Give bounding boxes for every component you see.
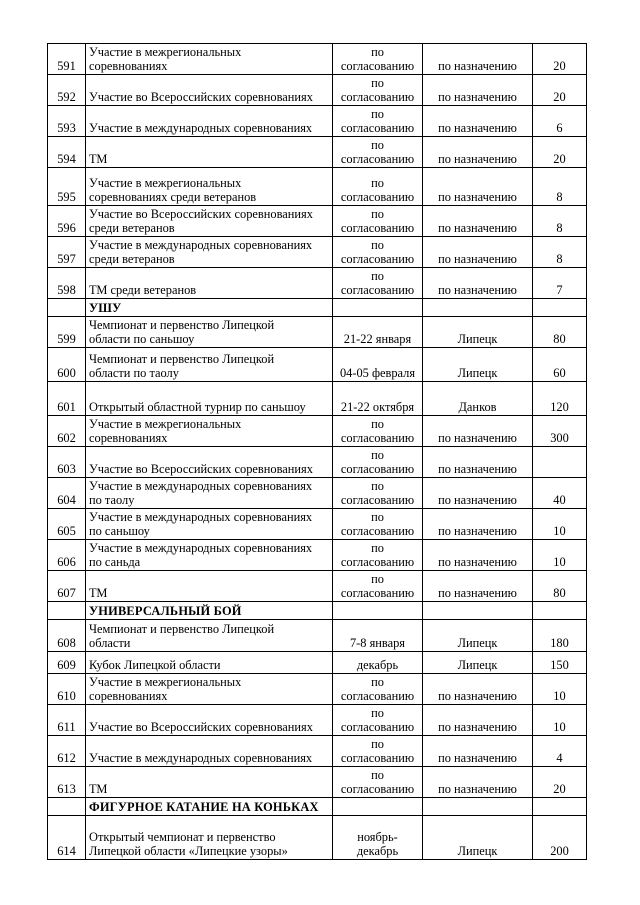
table-row <box>48 705 587 736</box>
table-row <box>48 168 587 206</box>
row-number: 598 <box>48 268 86 299</box>
event-name-line: Открытый чемпионат и первенство <box>89 830 276 844</box>
event-name-cell <box>86 540 333 571</box>
section-title: ФИГУРНОЕ КАТАНИЕ НА КОНЬКАХ <box>86 798 333 816</box>
event-place-cell: Липецк <box>423 348 533 382</box>
section-num-cell <box>48 798 86 816</box>
table-row <box>48 206 587 237</box>
event-place-cell: по назначению <box>423 540 533 571</box>
event-date-line: по <box>371 541 384 555</box>
event-name-line: Участие в международных соревнованиях <box>89 121 313 135</box>
table-row <box>48 44 587 75</box>
event-place-cell: по назначению <box>423 767 533 798</box>
participants-count-cell <box>533 447 587 478</box>
table-row <box>48 478 587 509</box>
event-date-line: по <box>371 45 384 59</box>
event-name-line: Участие во Всероссийских соревнованиях <box>89 462 313 476</box>
event-date-cell <box>333 206 423 237</box>
event-place-cell: по назначению <box>423 237 533 268</box>
event-date-line: декабрь <box>356 658 399 672</box>
participants-count-cell: 20 <box>533 44 587 75</box>
schedule-table <box>47 43 587 860</box>
event-date-line: по <box>371 238 384 252</box>
table-row <box>48 652 587 674</box>
event-name-cell <box>86 736 333 767</box>
event-name-line: Участие в международных соревнованиях <box>89 541 313 555</box>
event-place-cell: Липецк <box>423 816 533 860</box>
event-date-cell <box>333 736 423 767</box>
event-date-line: 21-22 октября <box>340 400 415 414</box>
event-place-cell: по назначению <box>423 168 533 206</box>
event-date-line: по <box>371 572 384 586</box>
event-date-line: согласованию <box>340 121 415 135</box>
event-place-cell: по назначению <box>423 416 533 447</box>
event-place-cell: по назначению <box>423 674 533 705</box>
event-date-cell <box>333 348 423 382</box>
table-row <box>48 540 587 571</box>
event-name-line: соревнованиях <box>89 59 168 73</box>
event-date-line: согласованию <box>340 751 415 765</box>
event-name-cell <box>86 674 333 705</box>
participants-count-cell: 20 <box>533 767 587 798</box>
table-row <box>48 416 587 447</box>
table-row <box>48 348 587 382</box>
participants-count-cell: 20 <box>533 75 587 106</box>
event-date-line: согласованию <box>340 586 415 600</box>
row-number: 595 <box>48 168 86 206</box>
event-name-cell <box>86 767 333 798</box>
section-title: УНИВЕРСАЛЬНЫЙ БОЙ <box>86 602 333 620</box>
event-date-line: по <box>371 417 384 431</box>
event-date-line: согласованию <box>340 283 415 297</box>
participants-count-cell: 180 <box>533 620 587 652</box>
participants-count-cell: 6 <box>533 106 587 137</box>
event-date-cell <box>333 509 423 540</box>
section-empty-cell <box>533 602 587 620</box>
event-date-line: декабрь <box>356 844 399 858</box>
event-place-cell: по назначению <box>423 206 533 237</box>
event-date-cell <box>333 571 423 602</box>
event-name-line: Липецкой области «Липецкие узоры» <box>89 844 288 858</box>
event-name-line: по саньшоу <box>89 524 150 538</box>
table-row <box>48 106 587 137</box>
event-date-cell <box>333 416 423 447</box>
row-number: 612 <box>48 736 86 767</box>
event-name-line: Участие в международных соревнованиях <box>89 510 313 524</box>
table-row <box>48 571 587 602</box>
participants-count-cell: 8 <box>533 237 587 268</box>
participants-count-cell: 10 <box>533 705 587 736</box>
event-date-cell <box>333 652 423 674</box>
event-date-line: согласованию <box>340 782 415 796</box>
row-number: 604 <box>48 478 86 509</box>
row-number: 610 <box>48 674 86 705</box>
event-date-cell <box>333 382 423 416</box>
event-name-line: Участие в межрегиональных <box>89 675 242 689</box>
event-name-line: ТМ среди ветеранов <box>89 283 197 297</box>
event-date-line: согласованию <box>340 59 415 73</box>
event-name-line: Участие в международных соревнованиях <box>89 479 313 493</box>
event-name-cell <box>86 571 333 602</box>
event-name-line: ТМ <box>89 586 108 600</box>
event-date-cell <box>333 137 423 168</box>
event-place-cell: Липецк <box>423 317 533 348</box>
event-name-line: соревнованиях <box>89 431 168 445</box>
event-place-cell: по назначению <box>423 44 533 75</box>
event-name-cell <box>86 705 333 736</box>
event-name-line: Участие во Всероссийских соревнованиях <box>89 720 313 734</box>
row-number: 613 <box>48 767 86 798</box>
event-date-cell <box>333 620 423 652</box>
event-date-cell <box>333 674 423 705</box>
row-number: 611 <box>48 705 86 736</box>
row-number: 609 <box>48 652 86 674</box>
event-date-line: согласованию <box>340 555 415 569</box>
event-name-line: соревнованиях среди ветеранов <box>89 190 257 204</box>
event-name-cell <box>86 137 333 168</box>
row-number: 596 <box>48 206 86 237</box>
event-place-cell: по назначению <box>423 106 533 137</box>
event-date-line: по <box>371 269 384 283</box>
participants-count-cell: 8 <box>533 168 587 206</box>
event-name-line: Участие в межрегиональных <box>89 417 242 431</box>
participants-count-cell: 7 <box>533 268 587 299</box>
section-empty-cell <box>333 299 423 317</box>
table-row <box>48 509 587 540</box>
event-date-cell <box>333 478 423 509</box>
event-date-cell <box>333 447 423 478</box>
participants-count-cell: 80 <box>533 317 587 348</box>
event-date-line: по <box>371 479 384 493</box>
event-date-line: 21-22 января <box>343 332 412 346</box>
event-place-cell: по назначению <box>423 137 533 168</box>
table-row <box>48 620 587 652</box>
event-date-cell <box>333 237 423 268</box>
row-number: 603 <box>48 447 86 478</box>
event-name-line: Участие в межрегиональных <box>89 45 242 59</box>
section-empty-cell <box>423 602 533 620</box>
section-num-cell <box>48 299 86 317</box>
event-name-line: ТМ <box>89 782 108 796</box>
event-name-cell <box>86 816 333 860</box>
event-place-cell: по назначению <box>423 478 533 509</box>
section-header-row <box>48 602 587 620</box>
section-empty-cell <box>423 299 533 317</box>
table-row <box>48 268 587 299</box>
event-date-line: по <box>371 737 384 751</box>
event-date-line: согласованию <box>340 252 415 266</box>
participants-count-cell: 10 <box>533 509 587 540</box>
event-name-cell <box>86 237 333 268</box>
event-name-line: Чемпионат и первенство Липецкой <box>89 352 275 366</box>
section-empty-cell <box>533 299 587 317</box>
event-date-line: по <box>371 76 384 90</box>
event-date-cell <box>333 106 423 137</box>
event-name-line: по таолу <box>89 493 135 507</box>
row-number: 600 <box>48 348 86 382</box>
event-place-cell: по назначению <box>423 75 533 106</box>
event-name-line: по саньда <box>89 555 141 569</box>
row-number: 605 <box>48 509 86 540</box>
event-name-cell <box>86 106 333 137</box>
event-date-line: согласованию <box>340 431 415 445</box>
row-number: 591 <box>48 44 86 75</box>
event-date-line: согласованию <box>340 720 415 734</box>
table-row <box>48 736 587 767</box>
event-date-line: согласованию <box>340 90 415 104</box>
row-number: 593 <box>48 106 86 137</box>
event-name-cell <box>86 620 333 652</box>
event-name-cell <box>86 317 333 348</box>
participants-count-cell: 300 <box>533 416 587 447</box>
row-number: 602 <box>48 416 86 447</box>
event-name-line: Кубок Липецкой области <box>89 658 221 672</box>
event-name-line: области по таолу <box>89 366 179 380</box>
event-place-cell: по назначению <box>423 571 533 602</box>
row-number: 592 <box>48 75 86 106</box>
event-date-line: согласованию <box>340 689 415 703</box>
event-date-line: согласованию <box>340 190 415 204</box>
table-row <box>48 382 587 416</box>
participants-count-cell: 120 <box>533 382 587 416</box>
event-name-cell <box>86 447 333 478</box>
table-row <box>48 767 587 798</box>
event-date-line: 04-05 февраля <box>339 366 416 380</box>
event-name-cell <box>86 75 333 106</box>
event-date-line: согласованию <box>340 524 415 538</box>
event-date-line: 7-8 января <box>349 636 406 650</box>
section-num-cell <box>48 602 86 620</box>
event-place-cell: Липецк <box>423 652 533 674</box>
event-date-cell <box>333 168 423 206</box>
event-name-cell <box>86 168 333 206</box>
table-row <box>48 237 587 268</box>
event-date-line: по <box>371 510 384 524</box>
participants-count-cell: 10 <box>533 540 587 571</box>
table-row <box>48 317 587 348</box>
row-number: 614 <box>48 816 86 860</box>
event-date-line: согласованию <box>340 462 415 476</box>
event-date-cell <box>333 540 423 571</box>
event-date-cell <box>333 767 423 798</box>
event-place-cell: по назначению <box>423 705 533 736</box>
table-row <box>48 447 587 478</box>
event-date-line: согласованию <box>340 152 415 166</box>
table-row <box>48 75 587 106</box>
table-row <box>48 816 587 860</box>
event-name-cell <box>86 206 333 237</box>
section-header-row <box>48 798 587 816</box>
event-name-cell <box>86 478 333 509</box>
participants-count-cell: 60 <box>533 348 587 382</box>
row-number: 597 <box>48 237 86 268</box>
event-date-cell <box>333 268 423 299</box>
section-header-row <box>48 299 587 317</box>
event-name-line: Чемпионат и первенство Липецкой <box>89 318 275 332</box>
participants-count-cell: 200 <box>533 816 587 860</box>
event-name-cell <box>86 268 333 299</box>
table-row <box>48 137 587 168</box>
section-title: УШУ <box>86 299 333 317</box>
event-name-line: среди ветеранов <box>89 221 175 235</box>
section-empty-cell <box>533 798 587 816</box>
participants-count-cell: 150 <box>533 652 587 674</box>
participants-count-cell: 4 <box>533 736 587 767</box>
event-date-line: по <box>371 107 384 121</box>
event-place-cell: по назначению <box>423 268 533 299</box>
event-name-line: области <box>89 636 131 650</box>
event-name-line: Участие в межрегиональных <box>89 176 242 190</box>
participants-count-cell: 40 <box>533 478 587 509</box>
event-date-cell <box>333 317 423 348</box>
participants-count-cell: 10 <box>533 674 587 705</box>
event-place-cell: Липецк <box>423 620 533 652</box>
event-name-line: соревнованиях <box>89 689 168 703</box>
section-empty-cell <box>423 798 533 816</box>
event-date-line: по <box>371 675 384 689</box>
section-empty-cell <box>333 798 423 816</box>
event-date-cell <box>333 44 423 75</box>
event-date-line: по <box>371 706 384 720</box>
event-date-line: по <box>371 448 384 462</box>
row-number: 601 <box>48 382 86 416</box>
event-date-line: по <box>371 207 384 221</box>
event-name-cell <box>86 44 333 75</box>
participants-count-cell: 8 <box>533 206 587 237</box>
event-name-cell <box>86 416 333 447</box>
table-row <box>48 674 587 705</box>
row-number: 607 <box>48 571 86 602</box>
event-name-line: Участие во Всероссийских соревнованиях <box>89 207 313 221</box>
schedule-table-body <box>48 44 587 860</box>
event-date-cell <box>333 816 423 860</box>
event-name-line: среди ветеранов <box>89 252 175 266</box>
event-name-line: ТМ <box>89 152 108 166</box>
section-empty-cell <box>333 602 423 620</box>
event-date-cell <box>333 75 423 106</box>
event-place-cell: Данков <box>423 382 533 416</box>
event-name-line: области по саньшоу <box>89 332 195 346</box>
event-date-line: по <box>371 768 384 782</box>
event-place-cell: по назначению <box>423 509 533 540</box>
event-name-cell <box>86 348 333 382</box>
event-date-line: ноябрь- <box>357 830 398 844</box>
event-place-cell: по назначению <box>423 736 533 767</box>
event-date-line: по <box>371 176 384 190</box>
event-name-line: Открытый областной турнир по саньшоу <box>89 400 306 414</box>
event-name-cell <box>86 382 333 416</box>
row-number: 608 <box>48 620 86 652</box>
row-number: 606 <box>48 540 86 571</box>
event-date-line: согласованию <box>340 221 415 235</box>
event-name-line: Участие во Всероссийских соревнованиях <box>89 90 313 104</box>
event-name-cell <box>86 509 333 540</box>
participants-count-cell: 20 <box>533 137 587 168</box>
event-date-cell <box>333 705 423 736</box>
row-number: 594 <box>48 137 86 168</box>
event-name-line: Чемпионат и первенство Липецкой <box>89 622 275 636</box>
event-place-cell: по назначению <box>423 447 533 478</box>
event-date-line: согласованию <box>340 493 415 507</box>
event-name-line: Участие в международных соревнованиях <box>89 238 313 252</box>
event-date-line: по <box>371 138 384 152</box>
event-name-cell <box>86 652 333 674</box>
event-name-line: Участие в международных соревнованиях <box>89 751 313 765</box>
row-number: 599 <box>48 317 86 348</box>
participants-count-cell: 80 <box>533 571 587 602</box>
